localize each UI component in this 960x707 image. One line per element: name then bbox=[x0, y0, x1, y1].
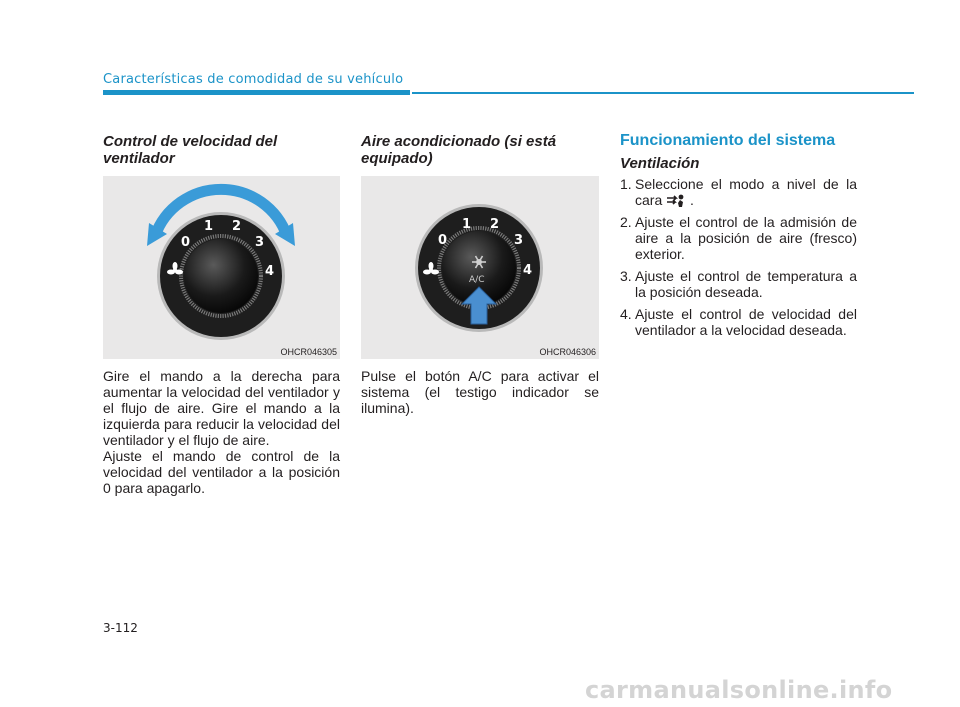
air-conditioning-title: Aire acondicionado (si está equipado) bbox=[361, 133, 557, 167]
fan-speed-title: Control de velocidad del ventilador bbox=[103, 133, 278, 167]
knob-number-4: 4 bbox=[523, 263, 533, 278]
fan-speed-paragraph-1: Gire el mando a la derecha para aumentar la velocidad del ventilador y el flujo de aire. Gire el mando a la izquierda para reducir la velocidad del ventilador y el flujo de aire. bbox=[103, 368, 340, 448]
ac-figure-code: OHCR046306 bbox=[539, 347, 596, 357]
knob-number-0: 0 bbox=[438, 233, 448, 248]
ac-paragraph-1: Pulse el botón A/C para activar el sistema (el testigo indicador se ilumina). bbox=[361, 368, 599, 416]
fan-speed-figure-code: OHCR046305 bbox=[280, 347, 337, 357]
header-section-title: Características de comodidad de su vehículo bbox=[103, 72, 404, 87]
step-text: Ajuste el control de la admisión de aire a la posición de aire (fresco) exterior. bbox=[635, 214, 857, 263]
step-text: Seleccione el modo a nivel de la cara bbox=[635, 176, 857, 208]
page-number: 3-112 bbox=[103, 621, 138, 635]
knob-number-3: 3 bbox=[514, 233, 524, 248]
ventilation-title: Ventilación bbox=[620, 155, 700, 172]
ac-figure bbox=[361, 176, 599, 359]
knob-number-1: 1 bbox=[204, 219, 214, 234]
step-number: 4. bbox=[620, 306, 632, 323]
system-operation-title: Funcionamiento del sistema bbox=[620, 132, 836, 149]
step-number: 3. bbox=[620, 268, 632, 285]
fan-speed-knob[interactable] bbox=[184, 239, 258, 313]
fan-speed-knob-illustration bbox=[103, 176, 340, 359]
fan-speed-figure bbox=[103, 176, 340, 359]
fan-speed-paragraph-2: Ajuste el mando de control de la velocidad del ventilador a la posición 0 para apagarlo. bbox=[103, 448, 340, 496]
ac-button-label[interactable]: A/C bbox=[469, 275, 485, 285]
watermark: carmanualsonline.info bbox=[585, 676, 893, 704]
knob-number-2: 2 bbox=[232, 219, 242, 234]
step-number: 1. bbox=[620, 176, 632, 192]
knob-number-1: 1 bbox=[462, 217, 472, 232]
knob-number-2: 2 bbox=[490, 217, 500, 232]
step-text: Ajuste el control de velocidad del ventilador a la velocidad deseada. bbox=[635, 306, 857, 339]
step-item bbox=[620, 268, 857, 300]
step-item bbox=[620, 214, 857, 262]
knob-number-4: 4 bbox=[265, 264, 275, 279]
step-number: 2. bbox=[620, 214, 632, 231]
step-item bbox=[620, 306, 857, 338]
step-item bbox=[620, 176, 857, 208]
ac-knob-illustration bbox=[361, 176, 599, 359]
face-mode-icon bbox=[666, 194, 686, 208]
knob-number-0: 0 bbox=[181, 235, 191, 250]
knob-number-3: 3 bbox=[255, 235, 265, 250]
header-accent-bar bbox=[103, 90, 410, 95]
step-text-end: . bbox=[690, 192, 694, 208]
ventilation-steps bbox=[620, 176, 857, 344]
step-text: Ajuste el control de temperatura a la posición deseada. bbox=[635, 268, 857, 301]
header-rule bbox=[412, 92, 914, 94]
